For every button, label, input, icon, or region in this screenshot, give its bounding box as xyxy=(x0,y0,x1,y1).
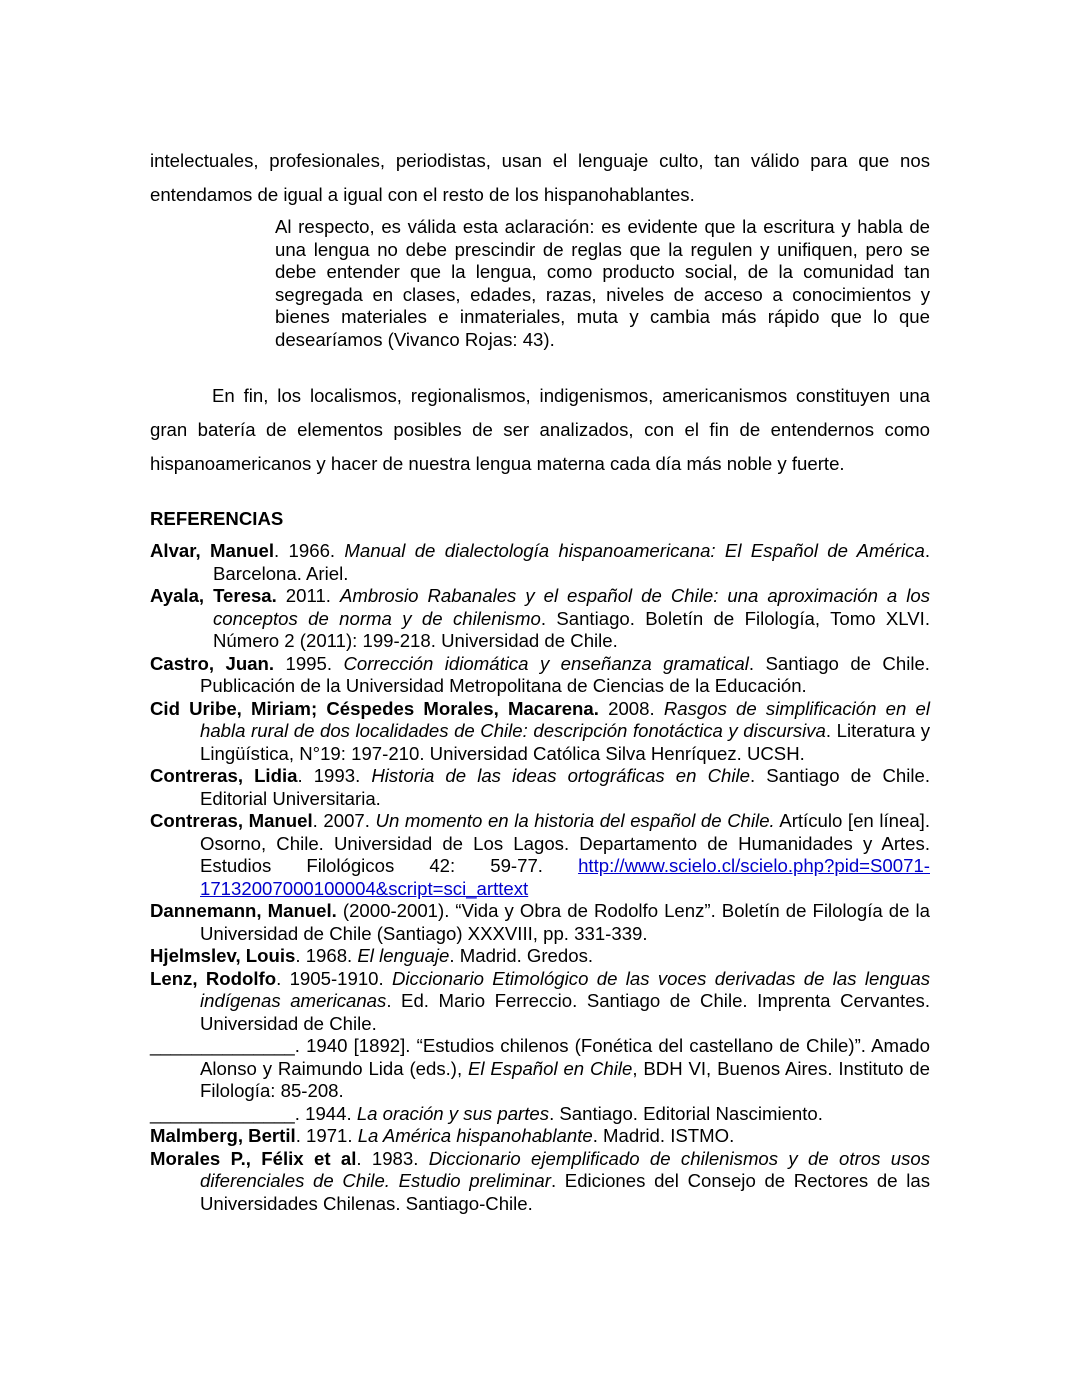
reference-text: 2011. xyxy=(276,585,340,606)
reference-text: . Madrid. Gredos. xyxy=(449,945,594,966)
reference-text: . Ed. Mario Ferreccio. Santiago de Chile. Imprenta Cervantes. Universidad de Chile. xyxy=(200,990,930,1034)
reference-text: . 1968. xyxy=(295,945,358,966)
references-heading: REFERENCIAS xyxy=(150,508,284,529)
reference-item xyxy=(150,945,930,968)
reference-text: , BDH VI, Buenos Aires. Instituto de Filología: 85-208. xyxy=(200,1057,930,1101)
reference-text: 2008. xyxy=(598,697,664,719)
references-list xyxy=(150,540,930,1215)
reference-item xyxy=(150,1125,930,1148)
reference-text: . Santiago. Boletín de Filología, Tomo XLVI. Número 2 (2011): 199-218. Universidad de Chile. xyxy=(213,607,930,651)
reference-item xyxy=(150,810,930,900)
reference-text: . Santiago de Chile. Publicación de la Universidad Metropolitana de Ciencias de la Educación. xyxy=(200,652,930,696)
reference-text: Artículo [en línea]. Osorno, Chile. Universidad de Los Lagos. Departamento de Humanidades y Artes. Estudios Filológicos 42: 59-77. xyxy=(200,810,930,876)
reference-author: Contreras, Lidia xyxy=(150,765,298,786)
reference-title: Ambrosio Rabanales y el español de Chile: una aproximación a los conceptos de norma y de chilenismo xyxy=(213,585,930,629)
reference-title: El lenguaje xyxy=(357,945,450,966)
reference-author: Castro, Juan. xyxy=(150,652,275,674)
body-paragraph-1: intelectuales, profesionales, periodistas, usan el lenguaje culto, tan válido para que nos entendamos de igual a igual con el resto de los hispanohablantes. xyxy=(150,150,930,205)
reference-title: Corrección idiomática y enseñanza gramatical xyxy=(343,652,749,674)
reference-item xyxy=(150,900,930,945)
reference-text: (2000-2001). “Vida y Obra de Rodolfo Lenz”. Boletín de Filología de la Universidad de Chile (Santiago) XXXVIII, pp. 331-339. xyxy=(200,900,930,944)
reference-title: La oración y sus partes xyxy=(356,1102,550,1124)
reference-text: . 1905-1910. xyxy=(276,967,392,989)
reference-title: Manual de dialectología hispanoamericana: El Español de América xyxy=(344,540,925,561)
reference-author: Cid Uribe, Miriam; Céspedes Morales, Macarena. xyxy=(150,697,599,719)
reference-text: ______________. 1940 [1892]. “Estudios chilenos (Fonética del castellano de Chile)”. Amado Alonso y Raimundo Lida (eds.), xyxy=(150,1035,930,1079)
reference-item xyxy=(150,585,930,653)
reference-text: . Ediciones del Consejo de Rectores de las Universidades Chilenas. Santiago-Chile. xyxy=(200,1170,930,1214)
reference-text: . Santiago de Chile. Editorial Universitaria. xyxy=(200,765,930,809)
reference-author: Malmberg, Bertil xyxy=(150,1125,296,1146)
reference-author: Alvar, Manuel xyxy=(150,540,275,561)
reference-title: Un momento en la historia del español de Chile. xyxy=(375,810,775,831)
reference-text: . 1983. xyxy=(356,1147,429,1169)
reference-title: El Español en Chile xyxy=(468,1057,633,1079)
reference-text: . Literatura y Lingüística, N°19: 197-210. Universidad Católica Silva Henríquez. UCSH. xyxy=(200,720,930,764)
reference-item xyxy=(150,765,930,810)
reference-text: . Madrid. ISTMO. xyxy=(592,1125,735,1146)
reference-text: . 1993. xyxy=(297,765,372,786)
reference-text: . Santiago. Editorial Nascimiento. xyxy=(549,1102,823,1124)
reference-title: La América hispanohablante xyxy=(357,1125,593,1146)
reference-item xyxy=(150,968,930,1036)
reference-link[interactable]: http://www.scielo.cl/scielo.php?pid=S0071-17132007000100004&script=sci_arttext xyxy=(200,855,930,899)
reference-author: Ayala, Teresa. xyxy=(150,585,277,606)
reference-text: 1995. xyxy=(274,652,344,674)
reference-author: Hjelmslev, Louis xyxy=(150,945,296,966)
reference-title: Rasgos de simplificación en el habla rural de dos localidades de Chile: descripción fonotáctica y discursiva xyxy=(200,697,930,741)
reference-item xyxy=(150,1103,930,1126)
block-quote: Al respecto, es válida esta aclaración: es evidente que la escritura y habla de una lengua no debe prescindir de reglas que la regulen y unifiquen, pero se debe entender que la lengua, como producto social, de la comunidad tan segregada en clases, edades, razas, niveles de acceso a conocimientos y bienes materiales e inmateriales, muta y cambia más rápido que lo que desearíamos (Vivanco Rojas: 43). xyxy=(275,216,930,350)
reference-item xyxy=(150,653,930,698)
reference-item xyxy=(150,1035,930,1103)
reference-item xyxy=(150,540,930,585)
reference-author: Morales P., Félix et al xyxy=(150,1147,357,1169)
reference-author: Dannemann, Manuel. xyxy=(150,900,337,921)
reference-author: Lenz, Rodolfo xyxy=(150,967,277,989)
body-paragraph-2: En fin, los localismos, regionalismos, indigenismos, americanismos constituyen una gran batería de elementos posibles de ser analizados, con el fin de entendernos como hispanoamericanos y hacer de nuestra lengua materna cada día más noble y fuerte. xyxy=(150,385,930,474)
reference-text: . Barcelona. Ariel. xyxy=(213,540,930,584)
reference-title: Historia de las ideas ortográficas en Chile xyxy=(371,765,750,786)
reference-text: ______________. 1944. xyxy=(150,1102,357,1124)
reference-item xyxy=(150,698,930,766)
reference-title: Diccionario Etimológico de las voces derivadas de las lenguas indígenas americanas xyxy=(200,967,930,1011)
reference-author: Contreras, Manuel xyxy=(150,810,313,831)
reference-text: . 2007. xyxy=(312,810,376,831)
reference-text: . 1971. xyxy=(295,1125,358,1146)
reference-item xyxy=(150,1148,930,1216)
reference-title: Diccionario ejemplificado de chilenismos y de otros usos diferenciales de Chile. Estudio preliminar xyxy=(200,1147,931,1191)
reference-text: . 1966. xyxy=(274,540,345,561)
